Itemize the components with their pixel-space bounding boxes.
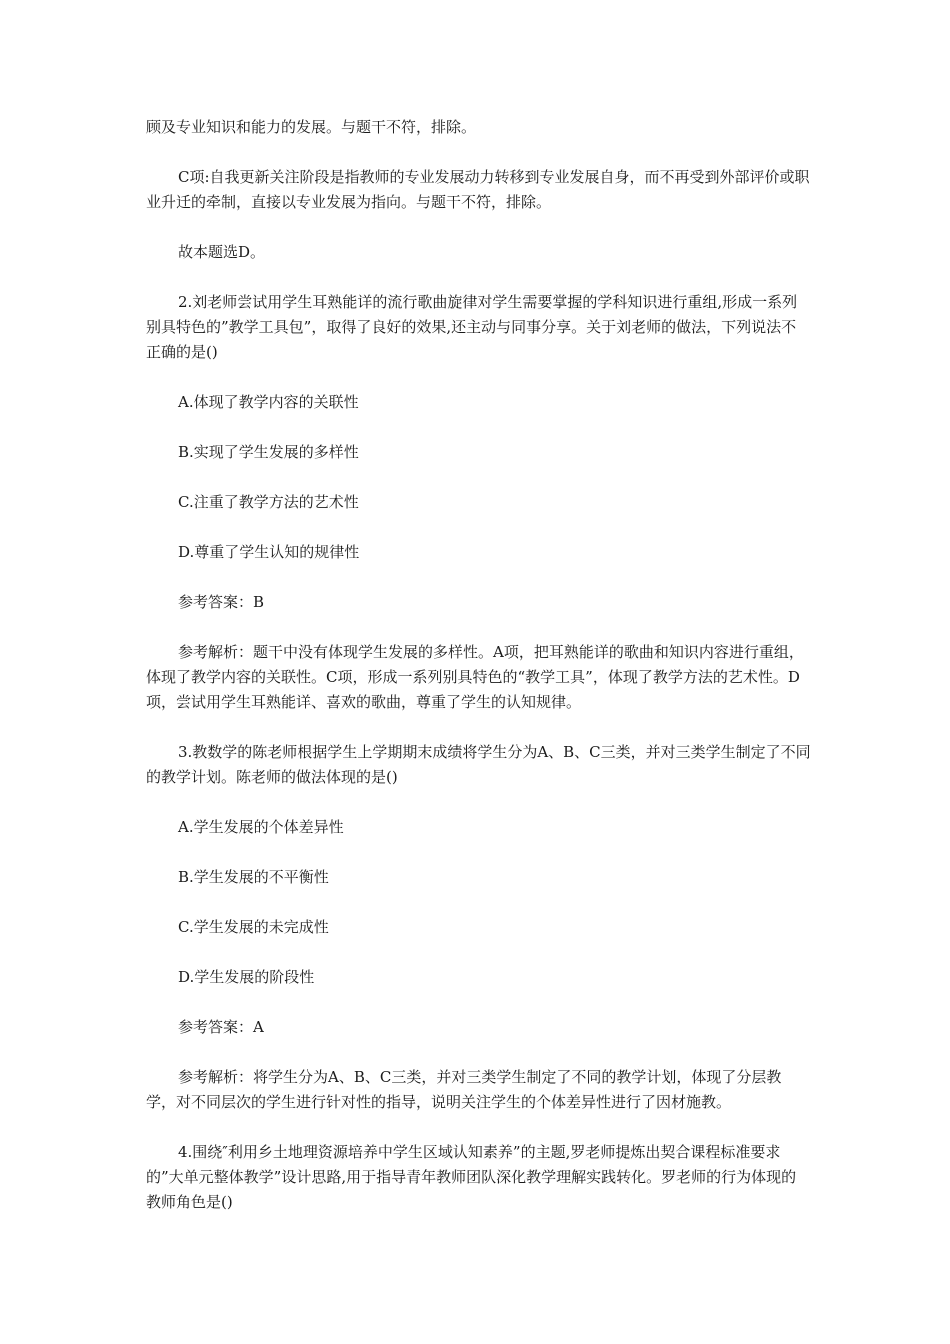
question-3-analysis: 参考解析：将学生分为A、B、C三类，并对三类学生制定了不同的教学计划，体现了分层教学，对不同层次的学生进行针对性的指导，说明关注学生的个体差异性进行了因材施教。 <box>146 1068 782 1111</box>
question-2-option-c: C.注重了教学方法的艺术性 <box>178 493 359 511</box>
question-3-option-c: C.学生发展的未完成性 <box>178 918 329 936</box>
paragraph-option-c-explanation: C项:自我更新关注阶段是指教师的专业发展动力转移到专业发展自身，而不再受到外部评价或职业升迁的牵制，直接以专业发展为指向。与题干不符，排除。 <box>146 168 810 211</box>
question-2-analysis: 参考解析：题干中没有体现学生发展的多样性。A项，把耳熟能详的歌曲和知识内容进行重组，体现了教学内容的关联性。C项，形成一系列别具特色的“教学工具”，体现了教学方法的艺术性。D项，尝试用学生耳熟能详、喜欢的歌曲，尊重了学生的认知规律。 <box>146 643 804 711</box>
question-2-option-b: B.实现了学生发展的多样性 <box>178 443 359 461</box>
question-2-stem: 2.刘老师尝试用学生耳熟能详的流行歌曲旋律对学生需要掌握的学科知识进行重组,形成一系列别具特色的”教学工具包”，取得了良好的效果,还主动与同事分享。关于刘老师的做法，下列说法不正确的是() <box>146 293 798 361</box>
question-3-option-a: A.学生发展的个体差异性 <box>178 818 344 836</box>
question-2-option-a: A.体现了教学内容的关联性 <box>178 393 359 411</box>
question-3-option-d: D.学生发展的阶段性 <box>178 968 315 986</box>
question-2-answer: 参考答案：B <box>178 593 265 611</box>
question-2-option-d: D.尊重了学生认知的规律性 <box>178 543 360 561</box>
question-3-answer: 参考答案：A <box>178 1018 264 1036</box>
paragraph-conclusion: 故本题选D。 <box>178 243 266 261</box>
question-3-option-b: B.学生发展的不平衡性 <box>178 868 329 886</box>
question-4-stem: 4.围绕″利用乡土地理资源培养中学生区域认知素养”的主题,罗老师提炼出契合课程标准要求的”大单元整体教学”设计思路,用于指导青年教师团队深化教学理解实践转化。罗老师的行为体现的教师角色是() <box>146 1143 797 1211</box>
question-3-stem: 3.教数学的陈老师根据学生上学期期末成绩将学生分为A、B、C三类，并对三类学生制定了不同的教学计划。陈老师的做法体现的是() <box>146 743 811 786</box>
paragraph-previous-analysis-end: 顾及专业知识和能力的发展。与题干不符，排除。 <box>146 118 477 136</box>
